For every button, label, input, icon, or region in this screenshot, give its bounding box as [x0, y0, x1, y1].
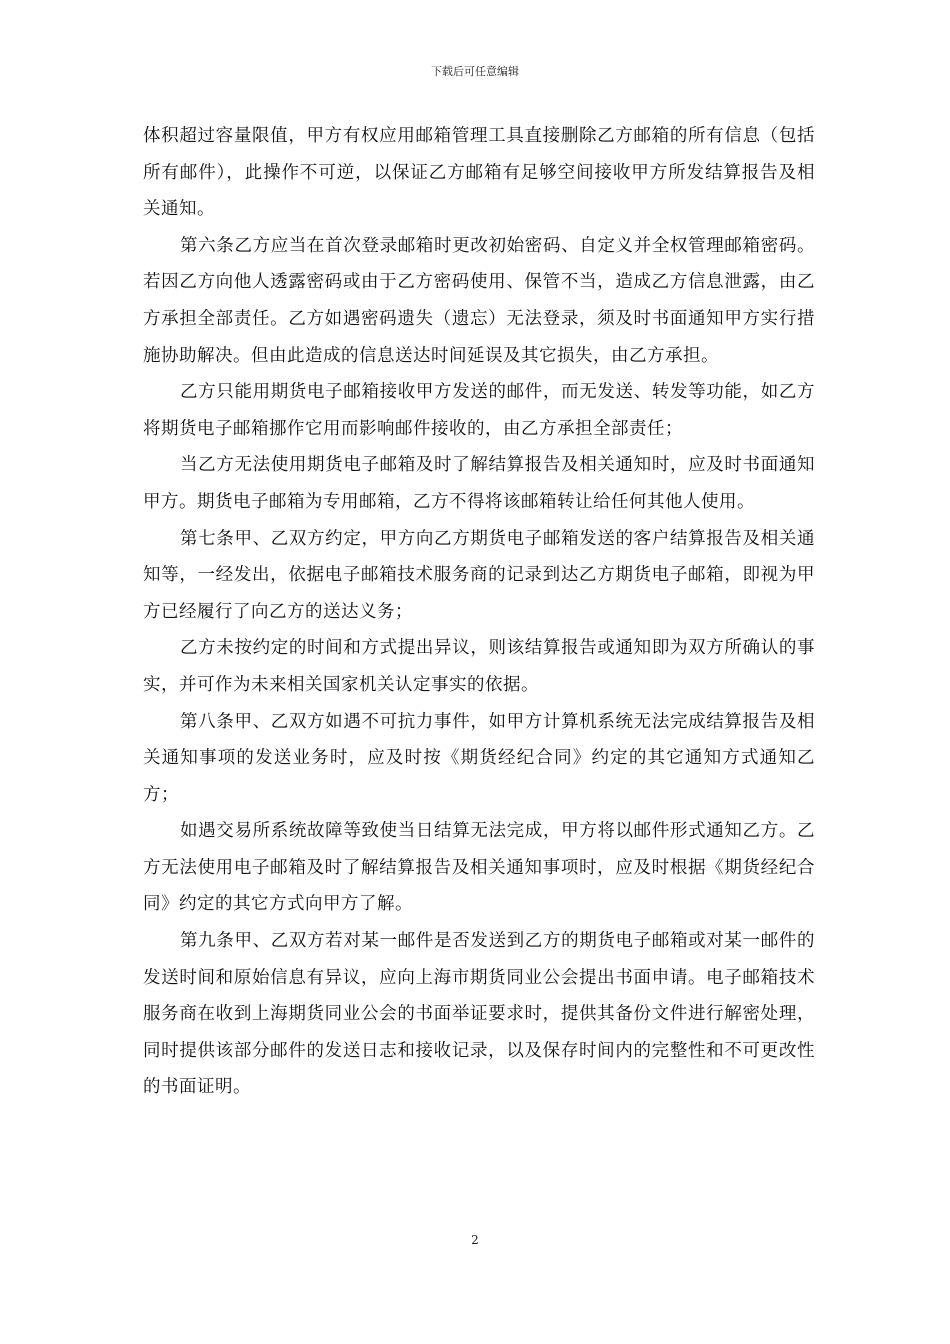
- page-number: 2: [471, 1233, 479, 1247]
- paragraph-line: 告及相关通知事项的发送业务时，应及时按《期货经纪合同》约定的其它通知: [143, 711, 815, 769]
- document-body: [143, 118, 815, 1106]
- paragraph-line: 当乙方无法使用期货电子邮箱及时了解结算报告及相关通知时，应及时书: [180, 455, 761, 476]
- paragraph-line: 如遇交易所系统故障等致使当日结算无法完成，甲方将以邮件形式通知乙: [180, 821, 761, 842]
- paragraph: [143, 374, 815, 447]
- paragraph-line: 方。乙方无法使用电子邮箱及时了解结算报告及相关通知事项时，应及时根据: [143, 821, 815, 878]
- paragraph-line: 结算报告及相关通知。: [143, 162, 816, 220]
- paragraph: [143, 521, 815, 631]
- paragraph-line: 第七条甲、乙双方约定，甲方向乙方期货电子邮箱发送的客户结算报告及: [180, 528, 761, 549]
- paragraph: [143, 813, 815, 923]
- paragraph: [143, 118, 815, 228]
- paragraph-line: 第八条甲、乙双方如遇不可抗力事件，如甲方计算机系统无法完成结算报: [180, 711, 761, 732]
- paragraph-line: 方式通知乙方；: [143, 748, 816, 805]
- paragraph-line: 乙方未按约定的时间和方式提出异议，则该结算报告或通知即为双方所确: [180, 638, 761, 659]
- paragraph: [143, 447, 815, 520]
- paragraph-line: 电子邮箱技术服务商在收到上海期货同业公会的书面举证要求时，提供其备份: [143, 967, 816, 1025]
- paragraph-line: 相关通知等，一经发出，依据电子邮箱技术服务商的记录到达乙方期货电子邮: [143, 528, 815, 586]
- paragraph: [143, 630, 815, 703]
- paragraph-line: 箱，即视为甲方已经履行了向乙方的送达义务；: [143, 565, 816, 622]
- paragraph-line: 间内的完整性和不可更改性的书面证明。: [143, 1040, 816, 1098]
- paragraph-line: 面通知甲方。期货电子邮箱为专用邮箱，乙方不得将该邮箱转让给任何其他人: [143, 455, 815, 512]
- paragraph-line: 第九条甲、乙双方若对某一邮件是否发送到乙方的期货电子邮箱或对某一: [180, 931, 761, 952]
- paragraph: [143, 704, 815, 814]
- paragraph-line: 认的事实，并可作为未来相关国家机关认定事实的依据。: [143, 638, 815, 695]
- paragraph-line: 使用。: [701, 491, 755, 512]
- paragraph: [143, 228, 815, 374]
- paragraph-line: 《期货经纪合同》约定的其它方式向甲方了解。: [143, 857, 816, 915]
- page-header: 下载后可任意编辑: [431, 65, 519, 78]
- paragraph-line: （包括所有邮件），此操作不可逆，以保证乙方邮箱有足够空间接收甲方所发: [143, 126, 816, 183]
- paragraph-line: 密码。若因乙方向他人透露密码或由于乙方密码使用、保管不当，造成乙方信: [143, 235, 815, 293]
- paragraph-line: 邮件的发送时间和原始信息有异议，应向上海市期货同业公会提出书面申请。: [143, 931, 815, 988]
- paragraph-line: 体积超过容量限值，甲方有权应用邮箱管理工具直接删除乙方邮箱的所有信息: [143, 126, 761, 146]
- paragraph-line: 第六条乙方应当在首次登录邮箱时更改初始密码、自定义并全权管理邮箱: [180, 235, 761, 256]
- paragraph-line: 书面通知甲方实行措施协助解决。但由此造成的信息送达时间延误及其它损失，: [143, 308, 816, 366]
- paragraph-line: 如乙方将期货电子邮箱挪作它用而影响邮件接收的，由乙方承担全部责任；: [143, 382, 815, 439]
- paragraph-line: 由乙方承担。: [611, 345, 719, 366]
- paragraph-line: 息泄露，由乙方承担全部责任。乙方如遇密码遗失（遗忘）无法登录，须及时: [143, 272, 816, 329]
- paragraph: [143, 923, 815, 1106]
- paragraph-line: 乙方只能用期货电子邮箱接收甲方发送的邮件，而无发送、转发等功能，: [180, 382, 761, 403]
- paragraph-line: 文件进行解密处理，同时提供该部分邮件的发送日志和接收记录，以及保存时: [143, 1004, 816, 1061]
